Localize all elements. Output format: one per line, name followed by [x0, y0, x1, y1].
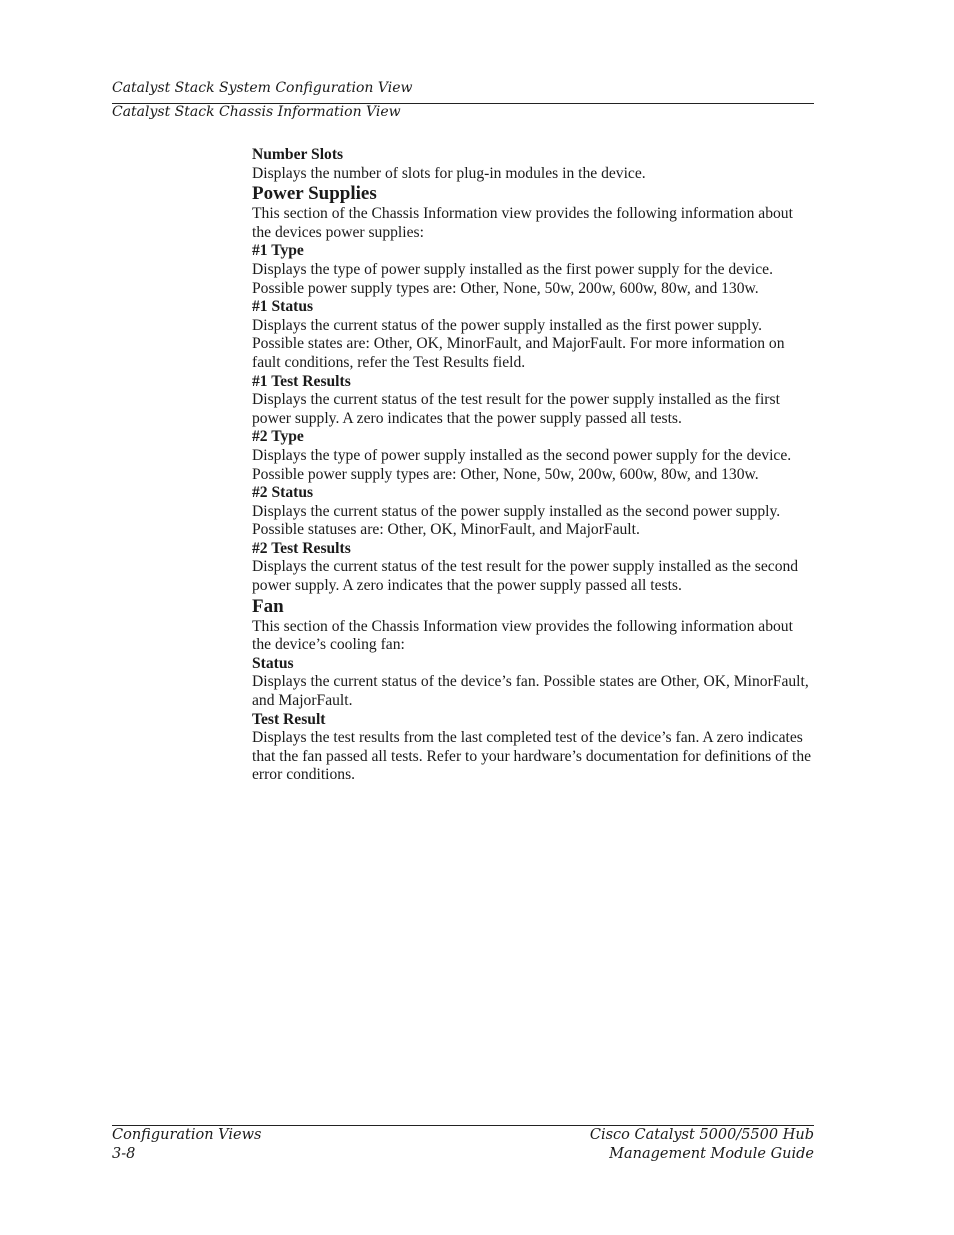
running-header-subsection: Catalyst Stack Chassis Information View — [112, 104, 401, 120]
page-number: 3-8 — [112, 1146, 136, 1162]
desc-ps1-status: Displays the current status of the power supply installed as the first power supply. Possible states are: Other, OK, MinorFault, and MajorFault. For more information on fault conditions, refer the Test Results field. — [252, 316, 785, 371]
page-body — [252, 146, 814, 785]
running-header-section: Catalyst Stack System Configuration View — [112, 80, 413, 96]
desc-ps2-status: Displays the current status of the power supply installed as the second power supply. Possible statuses are: Other, OK, MinorFault, and MajorFault. — [252, 502, 781, 539]
desc-ps2-test-results: Displays the current status of the test result for the power supply installed as the second power supply. A zero indicates that the power supply passed all tests. — [252, 558, 799, 595]
heading-power-supplies: Power Supplies — [252, 183, 377, 205]
intro-fan: This section of the Chassis Information view provides the following information about the device’s cooling fan: — [252, 617, 793, 654]
term-number-slots: Number Slots — [252, 146, 344, 163]
term-ps2-status: #2 Status — [252, 484, 314, 502]
term-fan-test-result: Test Result — [252, 710, 326, 728]
intro-power-supplies: This section of the Chassis Information view provides the following information about the devices power supplies: — [252, 205, 793, 241]
desc-fan-status: Displays the current status of the device’s fan. Possible states are Other, OK, MinorFault, and MajorFault. — [252, 673, 809, 710]
term-ps1-status: #1 Status — [252, 298, 314, 316]
desc-ps1-test-results: Displays the current status of the test result for the power supply installed as the first power supply. A zero indicates that the power supply passed all tests. — [252, 391, 780, 427]
term-ps2-test-results: #2 Test Results — [252, 539, 351, 557]
term-ps2-type: #2 Type — [252, 428, 304, 446]
desc-fan-test-result: Displays the test results from the last completed test of the device’s fan. A zero indicates that the fan passed all tests. Refer to your hardware’s documentation for definitions of the error conditions. — [252, 729, 812, 784]
footer-right — [590, 1126, 814, 1164]
footer-book-title: Cisco Catalyst 5000/5500 Hub — [589, 1127, 814, 1143]
footer-chapter-title: Configuration Views — [112, 1127, 262, 1143]
term-fan-status: Status — [252, 654, 294, 672]
desc-number-slots: Displays the number of slots for plug-in modules in the device. — [252, 164, 646, 182]
footer-left — [112, 1126, 261, 1164]
footer-book-subtitle: Management Module Guide — [609, 1146, 814, 1162]
term-ps1-type: #1 Type — [252, 242, 304, 260]
heading-fan: Fan — [252, 595, 284, 617]
desc-ps1-type: Displays the type of power supply installed as the first power supply for the device. Possible power supply types are: Other, None, 50w, 200w, 600w, 80w, and 130w. — [252, 260, 773, 297]
desc-ps2-type: Displays the type of power supply installed as the second power supply for the device. Possible power supply types are: Other, None, 50w, 200w, 600w, 80w, and 130w. — [252, 446, 792, 483]
term-ps1-test-results: #1 Test Results — [252, 372, 351, 390]
